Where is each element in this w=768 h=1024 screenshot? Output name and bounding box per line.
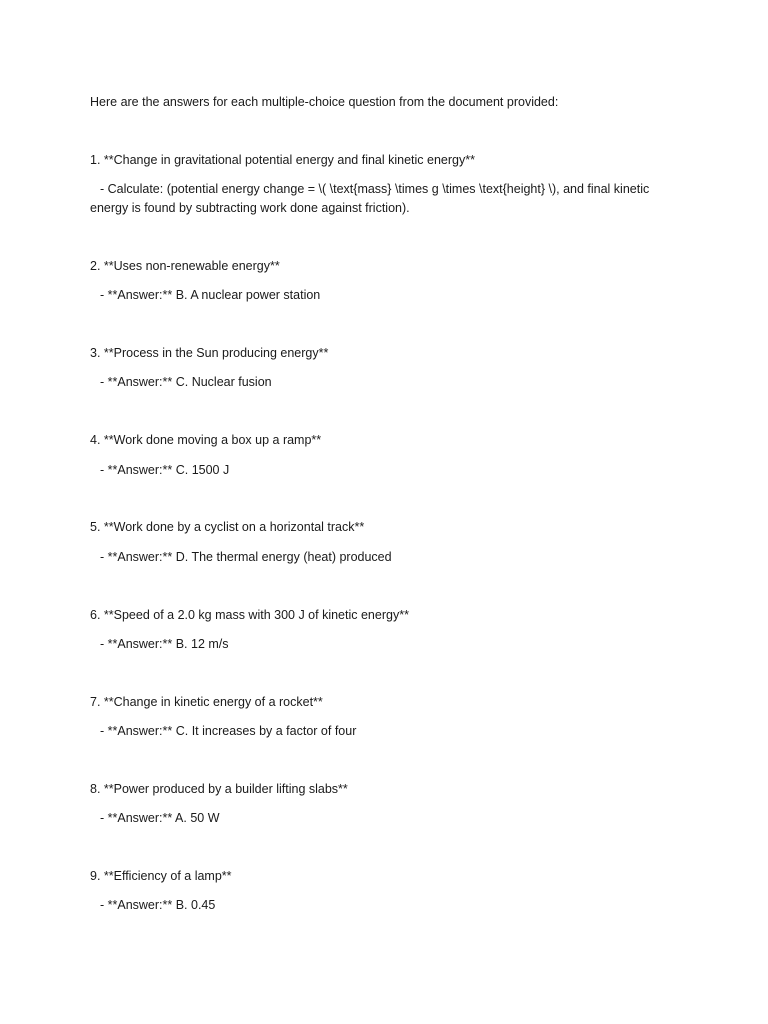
question-7-heading: 7. **Change in kinetic energy of a rocket** bbox=[90, 695, 323, 709]
question-4-answer: - **Answer:** C. 1500 J bbox=[100, 463, 230, 477]
question-7-answer: - **Answer:** C. It increases by a factor of four bbox=[100, 724, 357, 738]
question-9-heading: 9. **Efficiency of a lamp** bbox=[90, 869, 232, 883]
question-3-answer: - **Answer:** C. Nuclear fusion bbox=[100, 375, 272, 389]
question-8-answer: - **Answer:** A. 50 W bbox=[100, 811, 220, 825]
question-9-answer: - **Answer:** B. 0.45 bbox=[100, 898, 216, 912]
question-5-heading: 5. **Work done by a cyclist on a horizontal track** bbox=[90, 520, 365, 534]
question-6-heading: 6. **Speed of a 2.0 kg mass with 300 J of kinetic energy** bbox=[90, 608, 409, 622]
intro-text: Here are the answers for each multiple-choice question from the document provided: bbox=[90, 95, 559, 109]
question-5-answer: - **Answer:** D. The thermal energy (heat) produced bbox=[100, 550, 392, 564]
question-6-answer: - **Answer:** B. 12 m/s bbox=[100, 637, 229, 651]
question-1-answer: - Calculate: (potential energy change = \( \text{mass} \times g \times \text{height} \), and final kinetic energy is found by subtracting work done against friction). bbox=[90, 182, 650, 215]
question-3-heading: 3. **Process in the Sun producing energy** bbox=[90, 346, 329, 360]
question-2-answer: - **Answer:** B. A nuclear power station bbox=[100, 288, 321, 302]
question-8-heading: 8. **Power produced by a builder lifting slabs** bbox=[90, 782, 348, 796]
question-4-heading: 4. **Work done moving a box up a ramp** bbox=[90, 433, 322, 447]
question-1-heading: 1. **Change in gravitational potential energy and final kinetic energy** bbox=[90, 153, 475, 167]
question-2-heading: 2. **Uses non-renewable energy** bbox=[90, 259, 280, 273]
